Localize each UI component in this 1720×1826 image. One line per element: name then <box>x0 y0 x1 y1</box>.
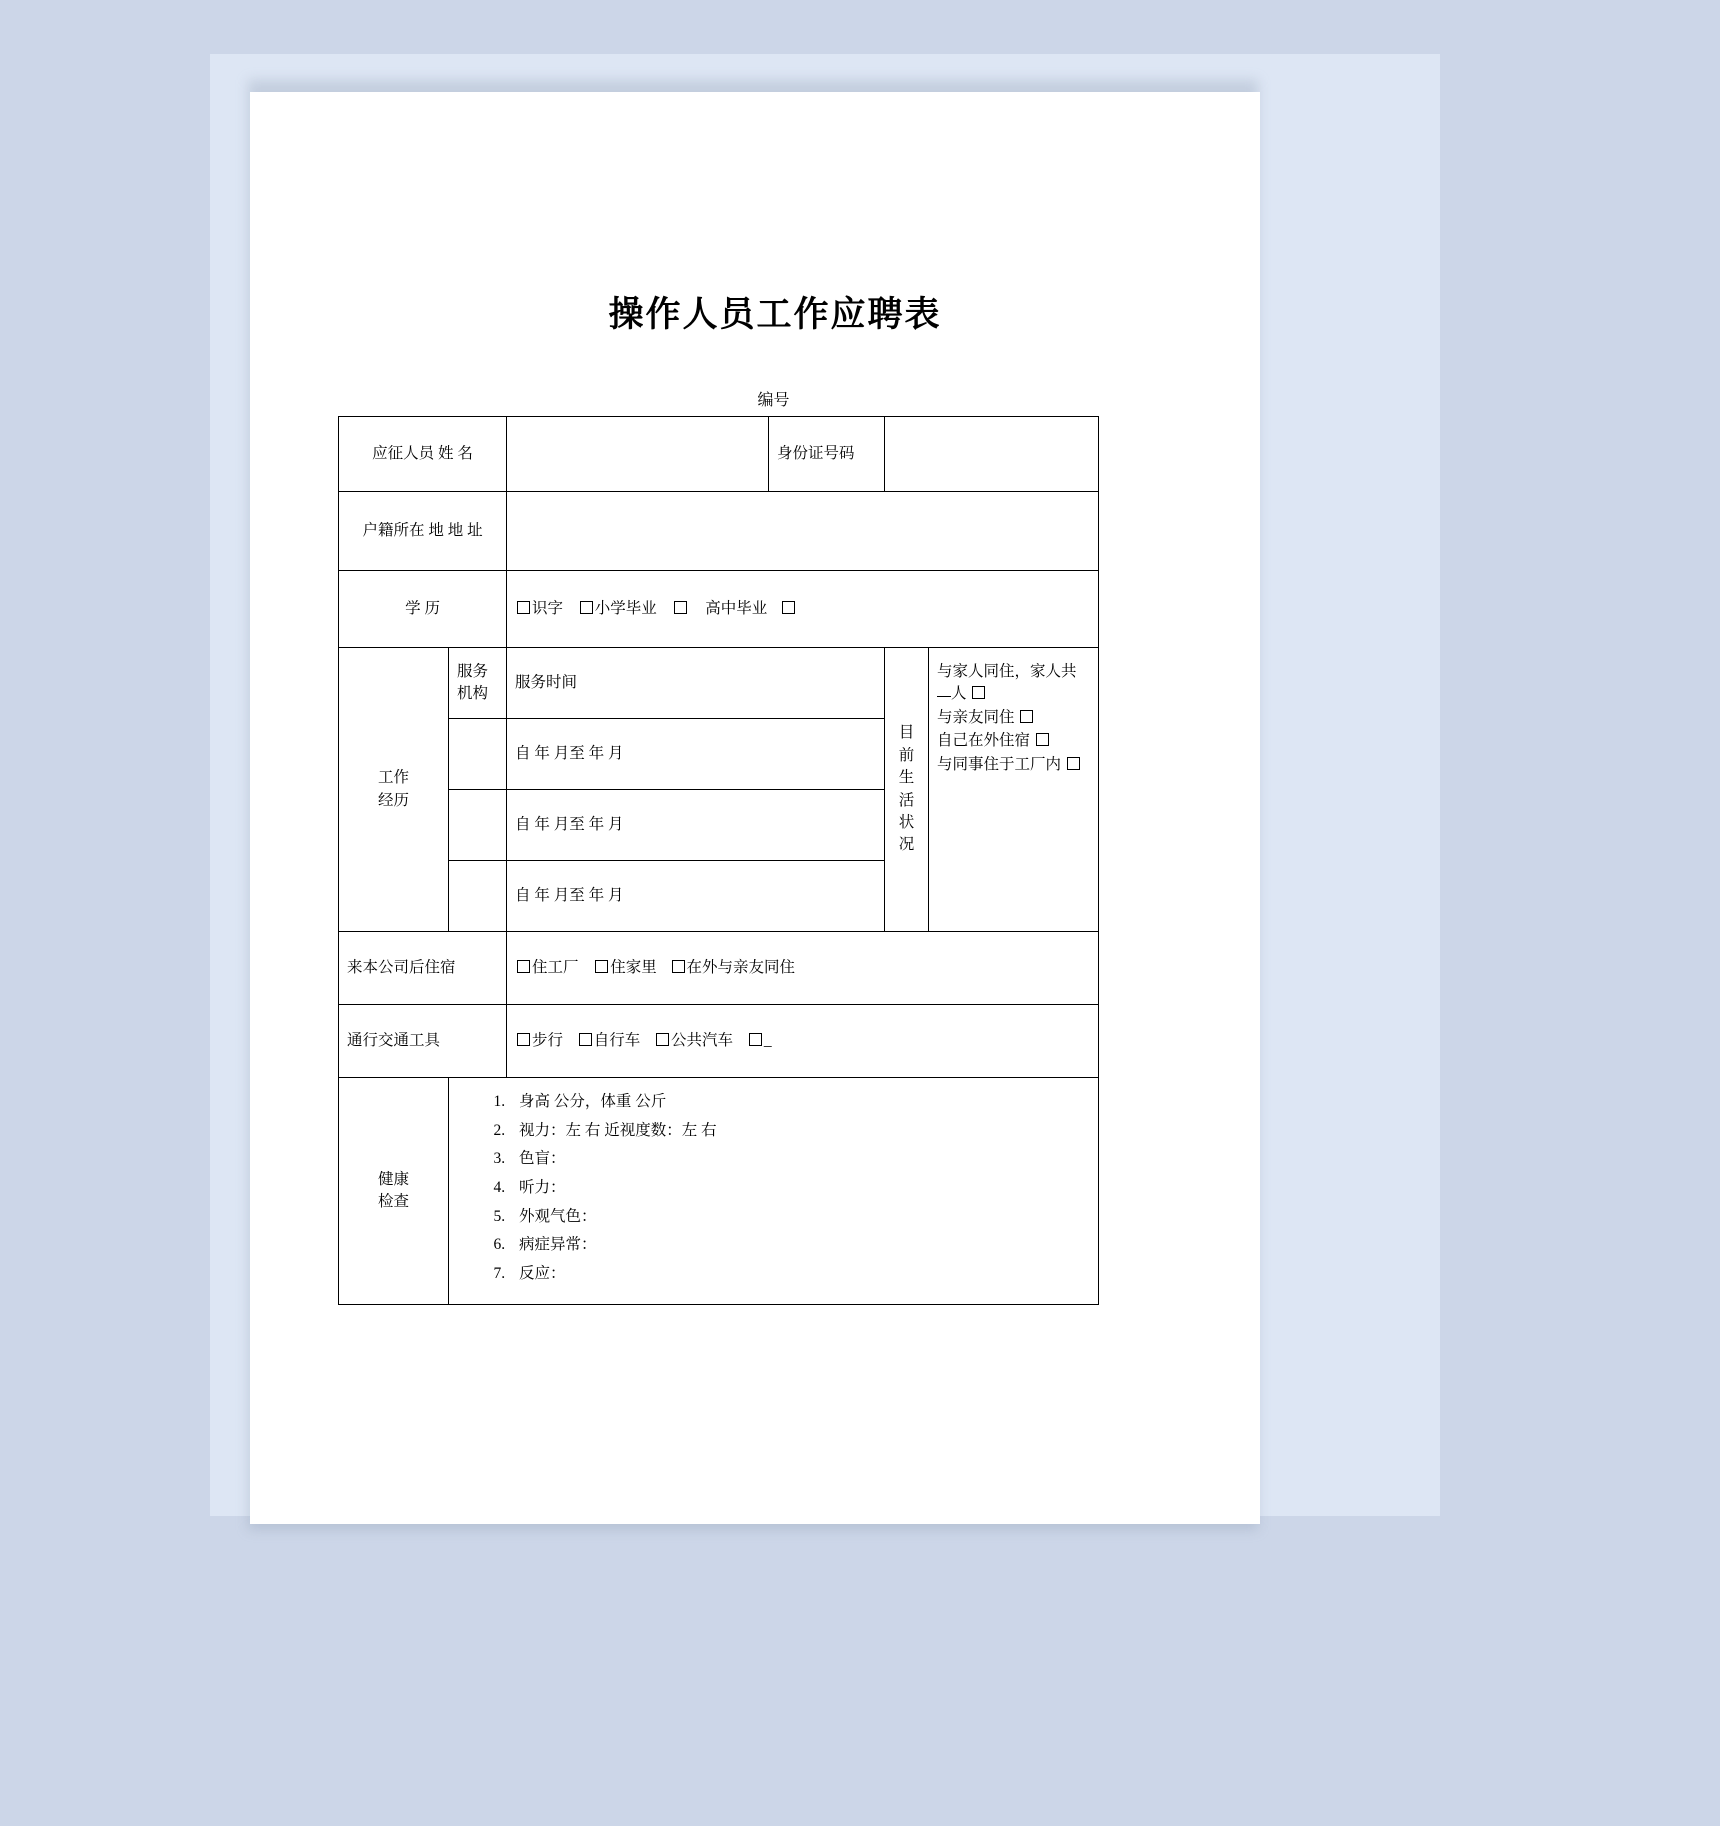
living-option-self-outside-text: 自己在外住宿 <box>937 732 1031 750</box>
lodging-option-relatives: 在外与亲友同住 <box>686 958 796 976</box>
field-service-time-3[interactable]: 自 年 月至 年 月 <box>507 861 885 932</box>
education-option-highschool: 高中毕业 <box>705 599 768 617</box>
lodging-option-factory: 住工厂 <box>532 958 579 976</box>
document-content <box>330 192 1185 1305</box>
health-check-list <box>457 1088 1090 1289</box>
list-item: 3. 色盲： <box>509 1145 1090 1174</box>
list-item: 5. 外观气色： <box>509 1203 1090 1232</box>
label-applicant-name: 应征人员 姓 名 <box>339 417 507 492</box>
checkbox-icon-other-education[interactable] <box>782 601 795 614</box>
table-row-education <box>339 571 1099 648</box>
field-service-time-1[interactable]: 自 年 月至 年 月 <box>507 719 885 790</box>
checkbox-icon-self-outside[interactable] <box>1036 733 1049 746</box>
living-option-with-family-text-post: 人 <box>951 685 967 703</box>
transport-option-other: _ <box>763 1031 772 1049</box>
checkbox-icon-transport-other[interactable] <box>749 1033 762 1046</box>
serial-label: 编号 <box>757 392 790 409</box>
living-option-self-outside <box>937 730 1090 752</box>
living-option-with-family-text-pre: 与家人同住，家人共 <box>937 663 1077 680</box>
checkbox-icon-live-relatives[interactable] <box>672 960 685 973</box>
header-service-org: 服务机构 <box>449 648 507 719</box>
checkbox-icon-primary[interactable] <box>580 601 593 614</box>
living-option-with-relatives <box>937 707 1090 729</box>
field-living-status-options <box>929 648 1099 932</box>
document-page <box>250 92 1260 1524</box>
label-living-status-line1: 目前 <box>898 724 915 764</box>
family-count-blank[interactable] <box>937 696 951 697</box>
field-education-options <box>507 571 1099 648</box>
label-work-experience-line2: 经历 <box>377 791 409 809</box>
list-item: 2. 视力：左 右 近视度数：左 右 <box>509 1117 1090 1146</box>
label-health-check <box>339 1078 449 1305</box>
checkbox-icon-middle[interactable] <box>674 601 687 614</box>
label-lodging: 来本公司后住宿 <box>339 932 507 1005</box>
label-health-check-line2: 检查 <box>377 1193 409 1210</box>
transport-option-group <box>515 1032 772 1049</box>
checkbox-icon-live-factory[interactable] <box>517 960 530 973</box>
living-option-with-relatives-text: 与亲友同住 <box>937 708 1015 726</box>
transport-option-bicycle: 自行车 <box>593 1031 641 1049</box>
transport-option-bus: 公共汽车 <box>671 1031 734 1049</box>
list-item: 7. 反应： <box>509 1260 1090 1289</box>
table-row-lodging <box>339 932 1099 1005</box>
label-work-experience <box>339 648 449 932</box>
field-service-org-1[interactable] <box>449 719 507 790</box>
table-row-name <box>339 417 1099 492</box>
field-applicant-name[interactable] <box>507 417 769 492</box>
table-row-transport <box>339 1005 1099 1078</box>
living-option-with-family <box>937 661 1090 706</box>
field-service-org-3[interactable] <box>449 861 507 932</box>
checkbox-icon-with-relatives[interactable] <box>1020 710 1033 723</box>
table-row-health <box>339 1078 1099 1305</box>
field-lodging-options <box>507 932 1099 1005</box>
table-row-work-header <box>339 648 1099 719</box>
education-option-literate: 识字 <box>532 599 564 617</box>
checkbox-icon-live-home[interactable] <box>595 960 608 973</box>
page-title: 操作人员工作应聘表 <box>608 295 942 334</box>
field-transport-options <box>507 1005 1099 1078</box>
label-education: 学 历 <box>339 571 507 648</box>
checkbox-icon-bicycle[interactable] <box>579 1033 592 1046</box>
list-item: 6. 病症异常： <box>509 1231 1090 1260</box>
list-item: 4. 听力： <box>509 1174 1090 1203</box>
label-living-status-line3: 状况 <box>898 813 915 854</box>
education-option-primary: 小学毕业 <box>594 599 657 617</box>
label-health-check-line1: 健康 <box>377 1170 409 1188</box>
field-household-address[interactable] <box>507 492 1099 571</box>
field-service-time-2[interactable]: 自 年 月至 年 月 <box>507 790 885 861</box>
label-household-address: 户籍所在 地 地 址 <box>339 492 507 571</box>
serial-number-row <box>330 387 1185 410</box>
education-option-group <box>515 600 797 617</box>
list-item: 1. 身高 公分，体重 公斤 <box>509 1088 1090 1117</box>
checkbox-icon-walk[interactable] <box>517 1033 530 1046</box>
table-row-address <box>339 492 1099 571</box>
lodging-option-home: 住家里 <box>610 958 657 976</box>
checkbox-icon-bus[interactable] <box>656 1033 669 1046</box>
living-option-with-colleagues <box>937 754 1090 776</box>
application-form-table <box>338 416 1099 1305</box>
label-living-status <box>885 648 929 932</box>
label-work-experience-line1: 工作 <box>377 769 409 787</box>
label-id-number: 身份证号码 <box>769 417 885 492</box>
checkbox-icon-literate[interactable] <box>517 601 530 614</box>
lodging-option-group <box>515 959 795 976</box>
field-health-items <box>449 1078 1099 1305</box>
checkbox-icon-with-family[interactable] <box>972 686 985 699</box>
label-transport: 通行交通工具 <box>339 1005 507 1078</box>
field-id-number[interactable] <box>885 417 1099 492</box>
label-living-status-line2: 生活 <box>898 769 915 809</box>
field-service-org-2[interactable] <box>449 790 507 861</box>
transport-option-walk: 步行 <box>532 1031 564 1049</box>
header-service-time: 服务时间 <box>507 648 885 719</box>
living-option-with-colleagues-text: 与同事住于工厂内 <box>937 755 1062 773</box>
checkbox-icon-with-colleagues[interactable] <box>1067 757 1080 770</box>
